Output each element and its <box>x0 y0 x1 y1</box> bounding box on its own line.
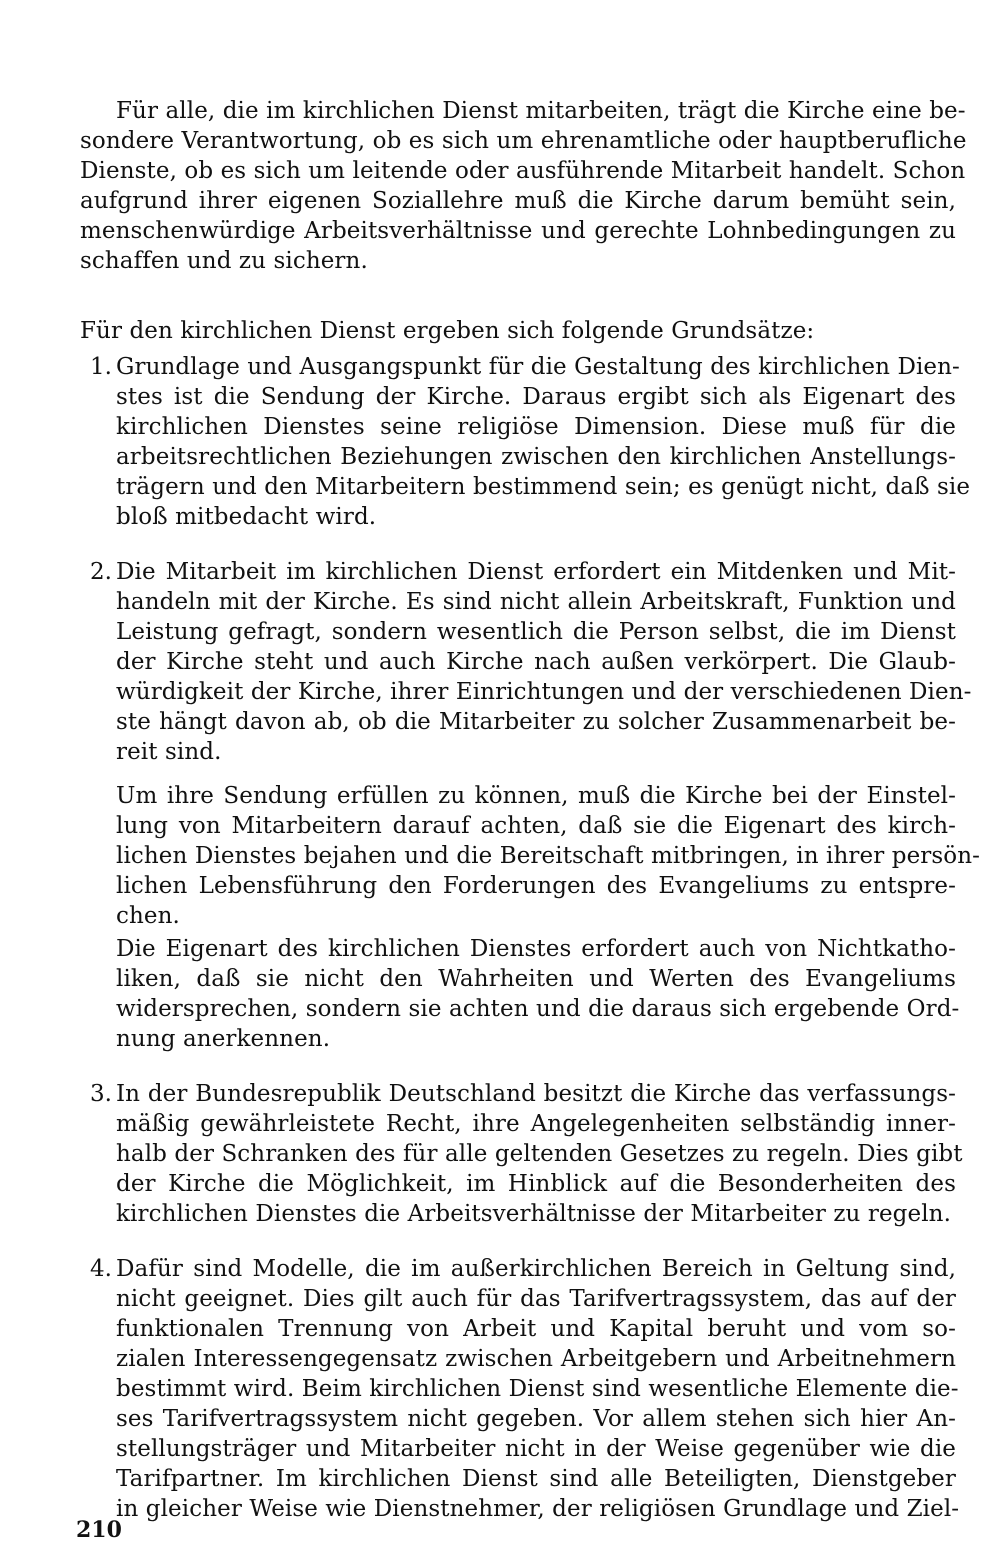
item-3-line-4: der Kirche die Möglichkeit, im Hinblick auf die Besonderheiten des <box>116 1171 956 1197</box>
item-4-line-8: Tarifpartner. Im kirchlichen Dienst sind alle Beteiligten, Dienstgeber <box>116 1466 956 1492</box>
item-4-line-4: zialen Interessengegensatz zwischen Arbeitgebern und Arbeitnehmern <box>116 1346 956 1372</box>
item-2-p2-line-2: lung von Mitarbeitern darauf achten, daß sie die Eigenart des kirch- <box>116 813 956 839</box>
item-3-line-2: mäßig gewährleistete Recht, ihre Angelegenheiten selbständig inner- <box>116 1111 956 1137</box>
intro-line-1: Für alle, die im kirchlichen Dienst mitarbeiten, trägt die Kirche eine be- <box>116 98 966 124</box>
item-1-line-6: bloß mitbedacht wird. <box>116 504 377 530</box>
item-2-p1-line-4: der Kirche steht und auch Kirche nach außen verkörpert. Die Glaub- <box>116 649 956 675</box>
item-3-line-5: kirchlichen Dienstes die Arbeitsverhältnisse der Mitarbeiter zu regeln. <box>116 1201 951 1227</box>
item-2-p1-line-1: Die Mitarbeit im kirchlichen Dienst erfordert ein Mitdenken und Mit- <box>116 559 956 585</box>
item-1-line-1: Grundlage und Ausgangspunkt für die Gestaltung des kirchlichen Dien- <box>116 354 960 380</box>
item-2-p2-line-4: lichen Lebensführung den Forderungen des Evangeliums zu entspre- <box>116 873 956 899</box>
item-1-line-3: kirchlichen Dienstes seine religiöse Dimension. Diese muß für die <box>116 414 956 440</box>
item-4-line-1: Dafür sind Modelle, die im außerkirchlichen Bereich in Geltung sind, <box>116 1256 956 1282</box>
item-4-line-3: funktionalen Trennung von Arbeit und Kapital beruht und vom so- <box>116 1316 956 1342</box>
item-2-p3-line-2: liken, daß sie nicht den Wahrheiten und Werten des Evangeliums <box>116 966 956 992</box>
intro-line-2: sondere Verantwortung, ob es sich um ehrenamtliche oder hauptberufliche <box>80 128 967 154</box>
item-2-p1-line-3: Leistung gefragt, sondern wesentlich die Person selbst, die im Dienst <box>116 619 956 645</box>
lead-sentence: Für den kirchlichen Dienst ergeben sich folgende Grundsätze: <box>80 318 815 344</box>
page-number: 210 <box>76 1517 122 1543</box>
item-2-p1-line-2: handeln mit der Kirche. Es sind nicht allein Arbeitskraft, Funktion und <box>116 589 956 615</box>
item-2-p2-line-5: chen. <box>116 903 180 929</box>
item-4-line-2: nicht geeignet. Dies gilt auch für das Tarifvertragssystem, das auf der <box>116 1286 956 1312</box>
item-4-line-6: ses Tarifvertragssystem nicht gegeben. Vor allem stehen sich hier An- <box>116 1406 956 1432</box>
item-1-number: 1. <box>90 354 112 380</box>
item-2-p1-line-7: reit sind. <box>116 739 222 765</box>
item-1-line-2: stes ist die Sendung der Kirche. Daraus ergibt sich als Eigenart des <box>116 384 956 410</box>
intro-line-6: schaffen und zu sichern. <box>80 248 368 274</box>
item-2-p3-line-1: Die Eigenart des kirchlichen Dienstes erfordert auch von Nichtkatho- <box>116 936 956 962</box>
item-4-line-9: in gleicher Weise wie Dienstnehmer, der religiösen Grundlage und Ziel- <box>116 1496 960 1522</box>
item-1-line-5: trägern und den Mitarbeitern bestimmend sein; es genügt nicht, daß sie <box>116 474 971 500</box>
item-2-p3-line-3: widersprechen, sondern sie achten und die daraus sich ergebende Ord- <box>116 996 960 1022</box>
item-3-line-1: In der Bundesrepublik Deutschland besitzt die Kirche das verfassungs- <box>116 1081 956 1107</box>
intro-line-5: menschenwürdige Arbeitsverhältnisse und gerechte Lohnbedingungen zu <box>80 218 956 244</box>
item-3-line-3: halb der Schranken des für alle geltenden Gesetzes zu regeln. Dies gibt <box>116 1141 963 1167</box>
item-2-p1-line-6: ste hängt davon ab, ob die Mitarbeiter zu solcher Zusammenarbeit be- <box>116 709 956 735</box>
item-2-number: 2. <box>90 559 112 585</box>
item-4-line-5: bestimmt wird. Beim kirchlichen Dienst sind wesentliche Elemente die- <box>116 1376 959 1402</box>
item-1-line-4: arbeitsrechtlichen Beziehungen zwischen den kirchlichen Anstellungs- <box>116 444 956 470</box>
intro-line-3: Dienste, ob es sich um leitende oder ausführende Mitarbeit handelt. Schon <box>80 158 966 184</box>
item-4-line-7: stellungsträger und Mitarbeiter nicht in der Weise gegenüber wie die <box>116 1436 956 1462</box>
item-3-number: 3. <box>90 1081 112 1107</box>
item-2-p2-line-3: lichen Dienstes bejahen und die Bereitschaft mitbringen, in ihrer persön- <box>116 843 981 869</box>
item-2-p1-line-5: würdigkeit der Kirche, ihrer Einrichtungen und der verschiedenen Dien- <box>116 679 972 705</box>
intro-line-4: aufgrund ihrer eigenen Soziallehre muß die Kirche darum bemüht sein, <box>80 188 956 214</box>
item-2-p3-line-4: nung anerkennen. <box>116 1026 331 1052</box>
item-4-number: 4. <box>90 1256 112 1282</box>
item-2-p2-line-1: Um ihre Sendung erfüllen zu können, muß die Kirche bei der Einstel- <box>116 783 956 809</box>
